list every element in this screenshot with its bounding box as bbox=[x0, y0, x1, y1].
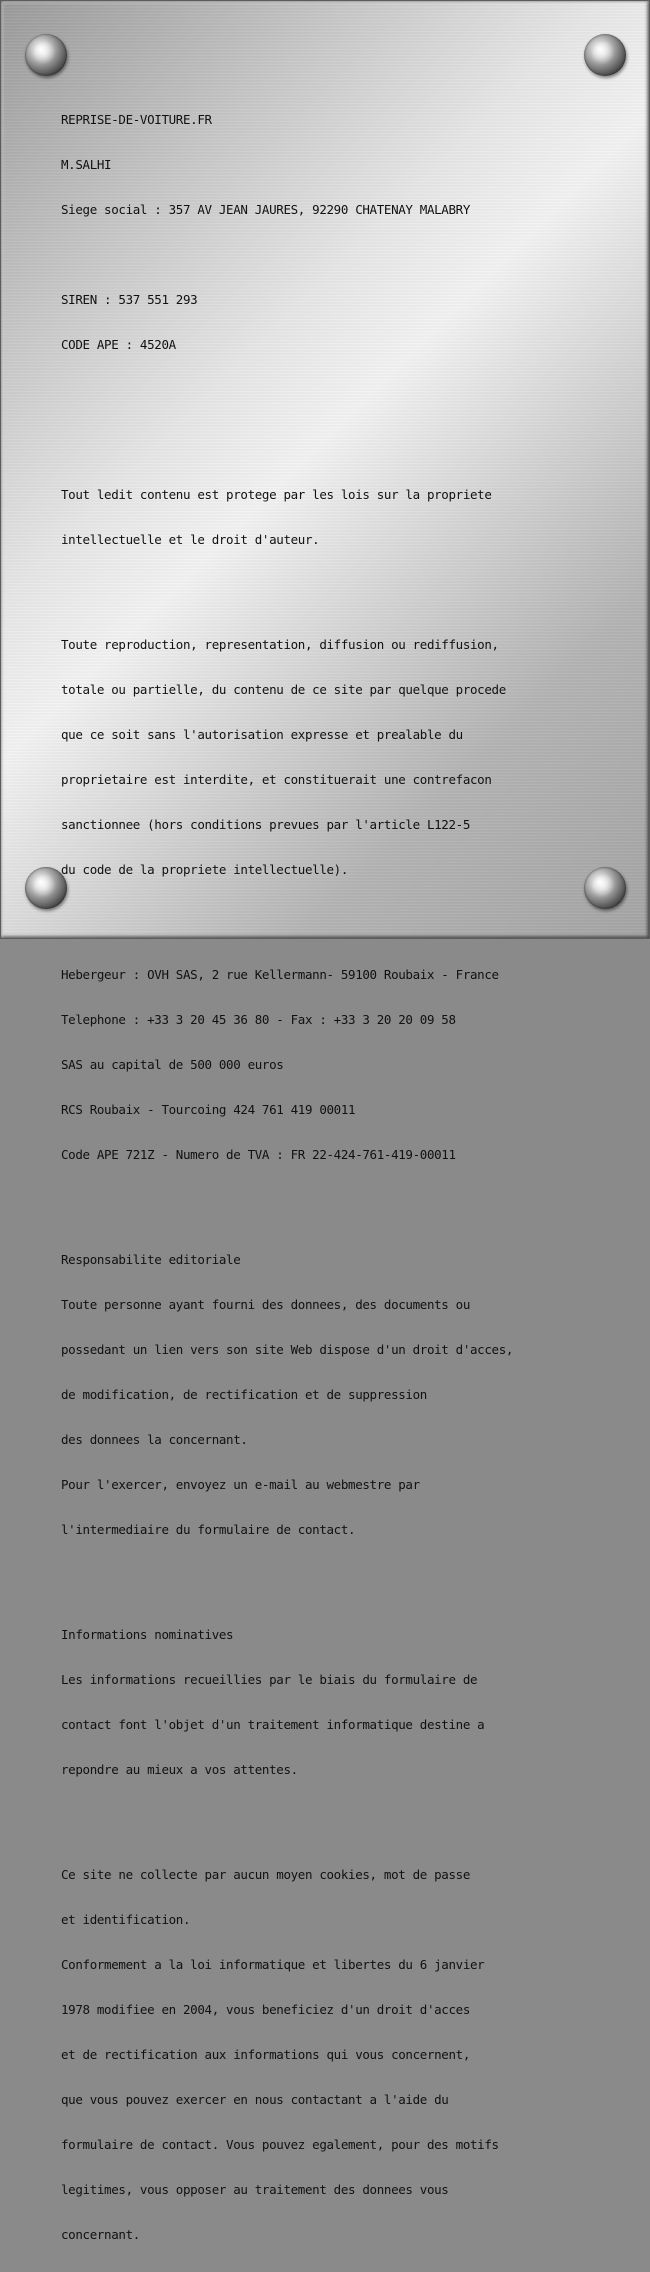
legal-notice bbox=[61, 82, 641, 2272]
cookies-line: 1978 modifiee en 2004, vous beneficiez d'un droit d'acces bbox=[61, 2002, 471, 2017]
company-address: Siege social : 357 AV JEAN JAURES, 92290 CHATENAY MALABRY bbox=[61, 202, 471, 217]
spacer bbox=[61, 382, 641, 442]
bolt-icon bbox=[584, 34, 626, 76]
cookies-line: Ce site ne collecte par aucun moyen cookies, mot de passe bbox=[61, 1867, 471, 1882]
cookies-line: concernant. bbox=[61, 2227, 140, 2242]
editorial-line: de modification, de rectification et de suppression bbox=[61, 1387, 427, 1402]
reproduction-line: Toute reproduction, representation, diffusion ou rediffusion, bbox=[61, 637, 499, 652]
bolt-icon bbox=[25, 34, 67, 76]
cookies-line: et identification. bbox=[61, 1912, 191, 1927]
company-ape: CODE APE : 4520A bbox=[61, 337, 176, 352]
editorial-line: possedant un lien vers son site Web dispose d'un droit d'acces, bbox=[61, 1342, 514, 1357]
spacer bbox=[61, 247, 641, 262]
cookies-line: formulaire de contact. Vous pouvez egalement, pour des motifs bbox=[61, 2137, 499, 2152]
company-owner: M.SALHI bbox=[61, 157, 112, 172]
nominative-line: Les informations recueillies par le biais du formulaire de bbox=[61, 1672, 478, 1687]
hosting-line: Telephone : +33 3 20 45 36 80 - Fax : +33 3 20 20 09 58 bbox=[61, 1012, 456, 1027]
nominative-line: repondre au mieux a vos attentes. bbox=[61, 1762, 298, 1777]
hosting-line: RCS Roubaix - Tourcoing 424 761 419 00011 bbox=[61, 1102, 356, 1117]
copyright-line: intellectuelle et le droit d'auteur. bbox=[61, 532, 320, 547]
spacer bbox=[61, 1567, 641, 1582]
reproduction-line: totale ou partielle, du contenu de ce site par quelque procede bbox=[61, 682, 506, 697]
spacer bbox=[61, 577, 641, 592]
editorial-line: des donnees la concernant. bbox=[61, 1432, 248, 1447]
editorial-line: l'intermediaire du formulaire de contact. bbox=[61, 1522, 356, 1537]
editorial-heading: Responsabilite editoriale bbox=[61, 1252, 241, 1267]
hosting-line: SAS au capital de 500 000 euros bbox=[61, 1057, 284, 1072]
company-siren: SIREN : 537 551 293 bbox=[61, 292, 198, 307]
nominative-line: contact font l'objet d'un traitement informatique destine a bbox=[61, 1717, 485, 1732]
company-name: REPRISE-DE-VOITURE.FR bbox=[61, 112, 212, 127]
spacer bbox=[61, 1807, 641, 1822]
spacer bbox=[61, 1192, 641, 1207]
reproduction-line: proprietaire est interdite, et constituerait une contrefacon bbox=[61, 772, 492, 787]
nominative-heading: Informations nominatives bbox=[61, 1627, 234, 1642]
editorial-line: Pour l'exercer, envoyez un e-mail au webmestre par bbox=[61, 1477, 420, 1492]
cookies-line: que vous pouvez exercer en nous contactant a l'aide du bbox=[61, 2092, 449, 2107]
hosting-line: Hebergeur : OVH SAS, 2 rue Kellermann- 59100 Roubaix - France bbox=[61, 967, 499, 982]
editorial-line: Toute personne ayant fourni des donnees, des documents ou bbox=[61, 1297, 471, 1312]
spacer bbox=[61, 907, 641, 922]
cookies-line: legitimes, vous opposer au traitement des donnees vous bbox=[61, 2182, 449, 2197]
reproduction-line: du code de la propriete intellectuelle). bbox=[61, 862, 349, 877]
cookies-line: Conformement a la loi informatique et libertes du 6 janvier bbox=[61, 1957, 485, 1972]
cookies-line: et de rectification aux informations qui vous concernent, bbox=[61, 2047, 471, 2062]
copyright-line: Tout ledit contenu est protege par les lois sur la propriete bbox=[61, 487, 492, 502]
hosting-line: Code APE 721Z - Numero de TVA : FR 22-424-761-419-00011 bbox=[61, 1147, 456, 1162]
reproduction-line: que ce soit sans l'autorisation expresse et prealable du bbox=[61, 727, 463, 742]
reproduction-line: sanctionnee (hors conditions prevues par l'article L122-5 bbox=[61, 817, 471, 832]
